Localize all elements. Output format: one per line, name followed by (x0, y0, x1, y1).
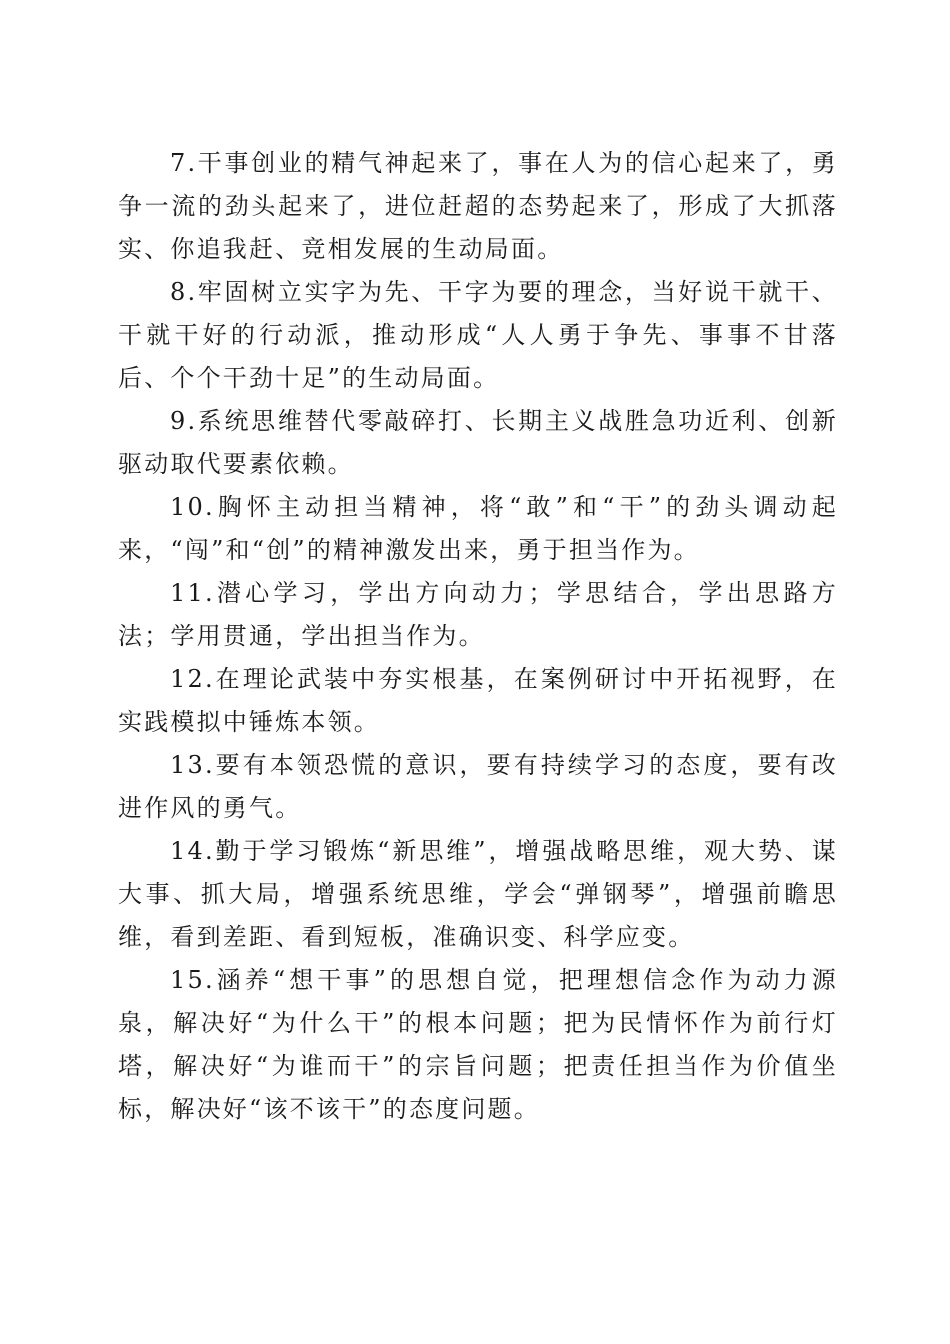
paragraph-12: 12.在理论武装中夯实根基，在案例研讨中开拓视野，在实践模拟中锤炼本领。 (118, 665, 838, 736)
paragraph-8: 8.牢固树立实字为先、干字为要的理念，当好说干就干、干就干好的行动派，推动形成“人人勇于争先、事事不甘落后、个个干劲十足”的生动局面。 (118, 278, 838, 392)
paragraph-15: 15.涵养“想干事”的思想自觉，把理想信念作为动力源泉，解决好“为什么干”的根本问题；把为民情怀作为前行灯塔，解决好“为谁而干”的宗旨问题；把责任担当作为价值坐标，解决好“该不该干”的态度问题。 (118, 966, 838, 1123)
paragraph-7: 7.干事创业的精气神起来了，事在人为的信心起来了，勇争一流的劲头起来了，进位赶超的态势起来了，形成了大抓落实、你追我赶、竞相发展的生动局面。 (118, 149, 838, 263)
document-body (118, 142, 838, 1131)
paragraph-14: 14.勤于学习锻炼“新思维”，增强战略思维，观大势、谋大事、抓大局，增强系统思维，学会“弹钢琴”，增强前瞻思维，看到差距、看到短板，准确识变、科学应变。 (118, 837, 838, 951)
paragraph-10: 10.胸怀主动担当精神，将“敢”和“干”的劲头调动起来，“闯”和“创”的精神激发出来，勇于担当作为。 (118, 493, 838, 564)
paragraph-11: 11.潜心学习，学出方向动力；学思结合，学出思路方法；学用贯通，学出担当作为。 (118, 579, 838, 650)
paragraph-9: 9.系统思维替代零敲碎打、长期主义战胜急功近利、创新驱动取代要素依赖。 (118, 407, 838, 478)
paragraph-13: 13.要有本领恐慌的意识，要有持续学习的态度，要有改进作风的勇气。 (118, 751, 838, 822)
